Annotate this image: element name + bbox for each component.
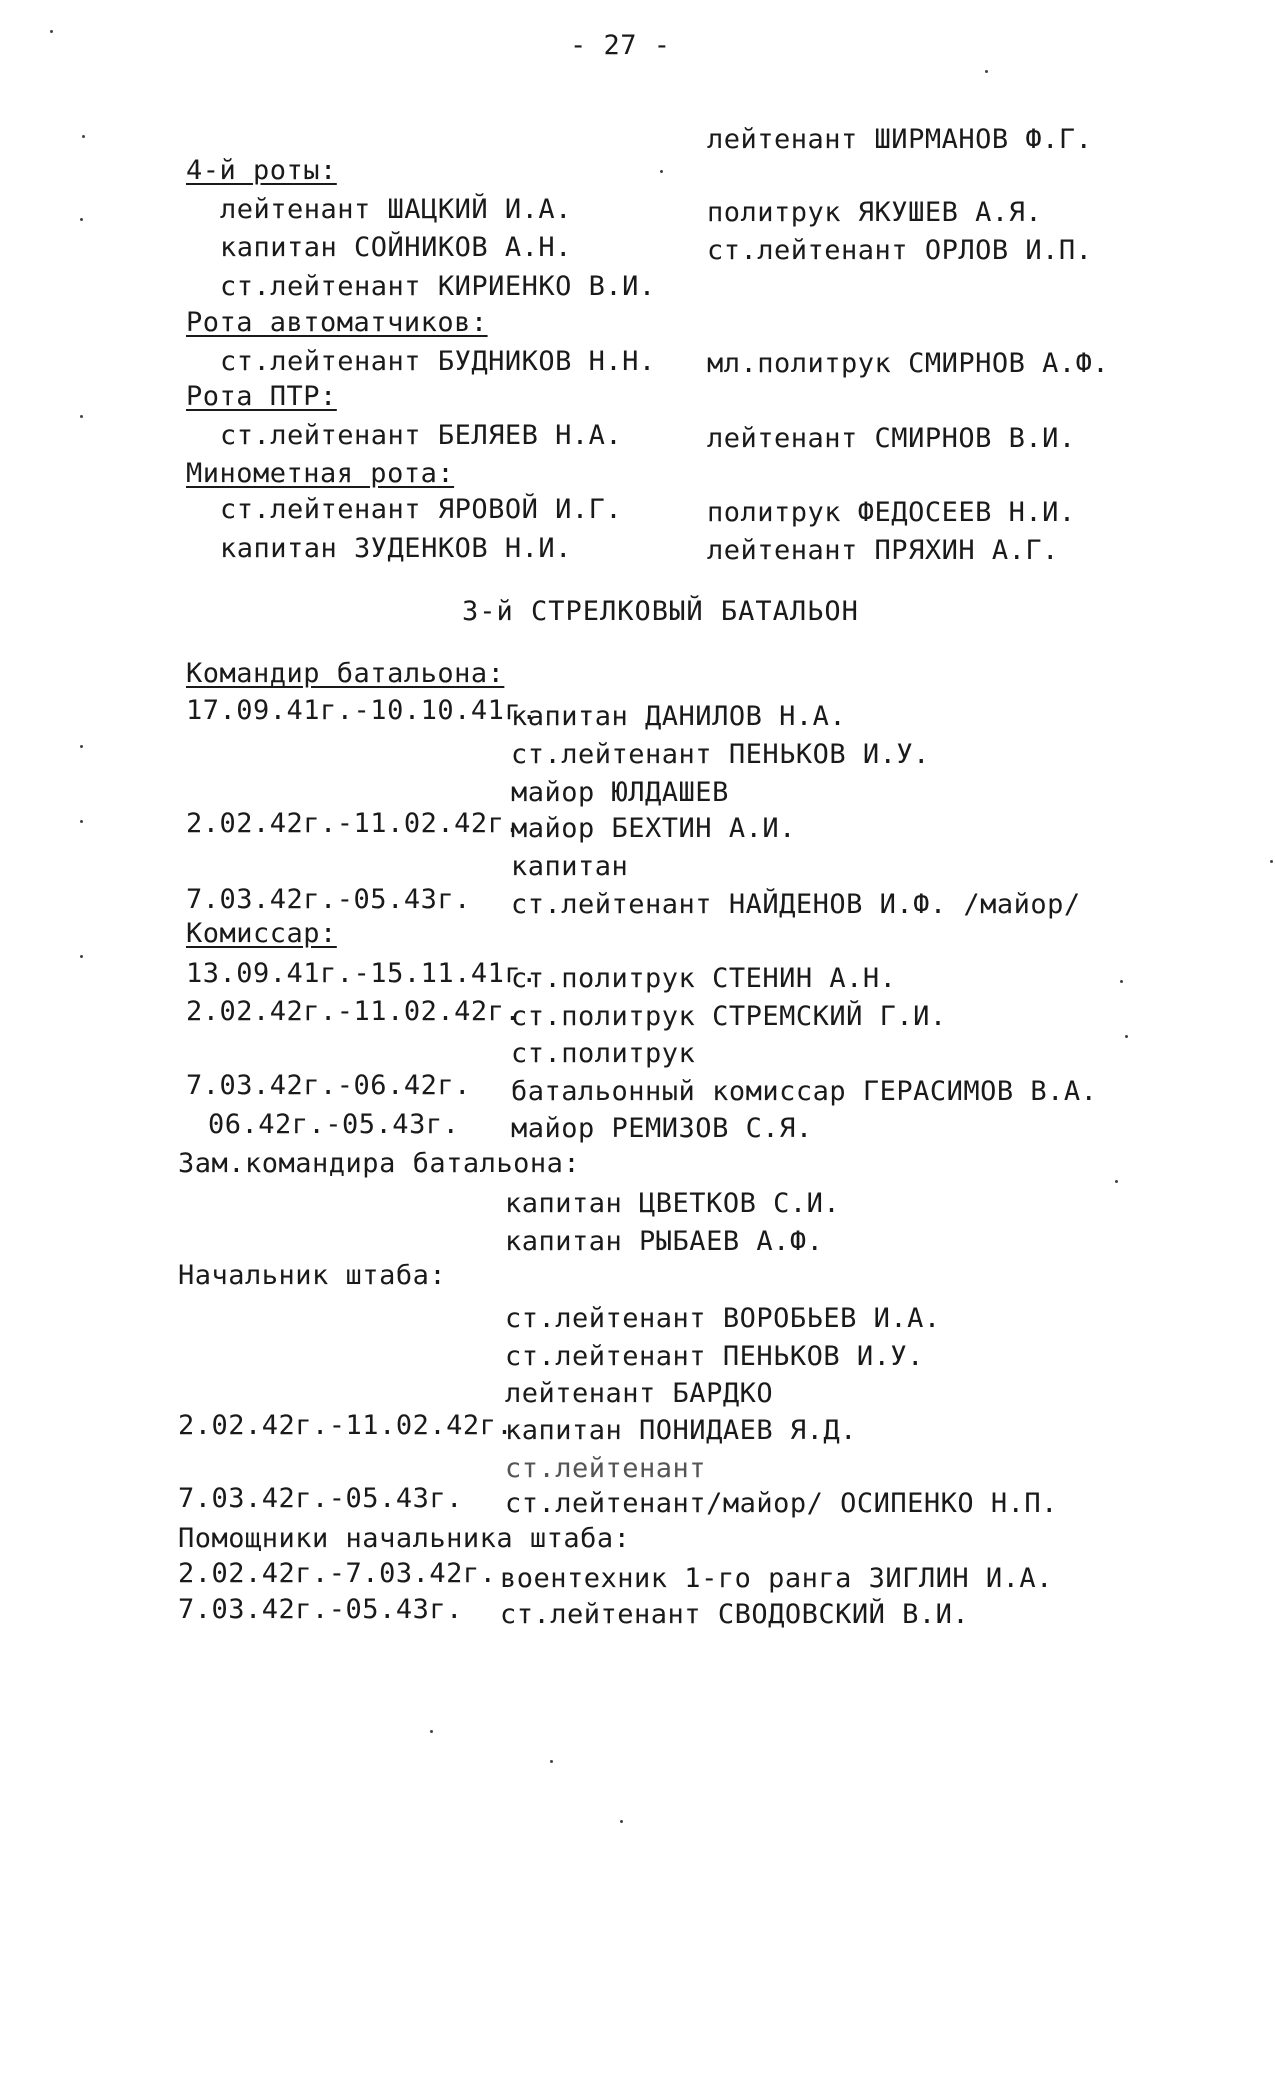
ptr-company-political-officer: лейтенант СМИРНОВ В.И. (707, 423, 1076, 454)
commander-name: ст.лейтенант НАЙДЕНОВ И.Ф. /майор/ (511, 889, 1081, 920)
scan-speck (82, 135, 85, 138)
commander-name: капитан (511, 851, 629, 882)
scan-speck (1120, 980, 1123, 983)
chief-of-staff-name: лейтенант БАРДКО (505, 1378, 774, 1409)
scan-speck (80, 820, 83, 823)
chief-of-staff-date: 2.02.42г.-11.02.42г. (178, 1410, 514, 1441)
scan-speck (1115, 1180, 1118, 1183)
assistant-name: ст.лейтенант СВОДОВСКИЙ В.И. (500, 1599, 970, 1630)
assistant-name: воентехник 1-го ранга ЗИГЛИН И.А. (500, 1563, 1053, 1594)
chief-of-staff-name: ст.лейтенант (505, 1453, 707, 1484)
scan-speck (985, 70, 988, 73)
company-4-header: 4-й роты: (186, 155, 337, 186)
scan-speck (1270, 860, 1273, 863)
company-4-political-officer: ст.лейтенант ОРЛОВ И.П. (707, 235, 1093, 266)
scan-speck (80, 218, 83, 221)
commander-header: Командир батальона: (186, 658, 505, 689)
commander-date: 7.03.42г.-05.43г. (186, 884, 471, 915)
chief-of-staff-date: 7.03.42г.-05.43г. (178, 1483, 463, 1514)
top-right-officer: лейтенант ШИРМАНОВ Ф.Г. (707, 124, 1093, 155)
commissar-name: майор РЕМИЗОВ С.Я. (511, 1113, 813, 1144)
scan-speck (50, 30, 53, 33)
automatic-company-header: Рота автоматчиков: (186, 307, 488, 338)
ptr-company-header: Рота ПТР: (186, 381, 337, 412)
scan-speck (550, 1760, 553, 1763)
deputy-header: Зам.командира батальона: (178, 1148, 581, 1179)
scan-speck (80, 415, 83, 418)
scan-speck (80, 745, 83, 748)
deputy-name: капитан ЦВЕТКОВ С.И. (505, 1188, 841, 1219)
commander-date: 2.02.42г.-11.02.42г. (186, 808, 522, 839)
assistant-date: 2.02.42г.-7.03.42г. (178, 1558, 497, 1589)
commissar-date: 13.09.41г.-15.11.41г. (186, 958, 538, 989)
commissar-name: ст.политрук (511, 1038, 696, 1069)
commander-name: майор БЕХТИН А.И. (511, 813, 796, 844)
commissar-header: Комиссар: (186, 918, 337, 949)
mortar-company-political-officer: лейтенант ПРЯХИН А.Г. (707, 535, 1059, 566)
ptr-company-officer: ст.лейтенант БЕЛЯЕВ Н.А. (220, 420, 623, 451)
scan-speck (1125, 1035, 1128, 1038)
commander-name: капитан ДАНИЛОВ Н.А. (511, 701, 847, 732)
commissar-date: 7.03.42г.-06.42г. (186, 1070, 471, 1101)
mortar-company-officer: ст.лейтенант ЯРОВОЙ И.Г. (220, 494, 623, 525)
chief-of-staff-name: ст.лейтенант/майор/ ОСИПЕНКО Н.П. (505, 1488, 1058, 1519)
mortar-company-political-officer: политрук ФЕДОСЕЕВ Н.И. (707, 497, 1076, 528)
automatic-company-officer: ст.лейтенант БУДНИКОВ Н.Н. (220, 346, 656, 377)
scan-speck (620, 1820, 623, 1823)
battalion-title: 3-й СТРЕЛКОВЫЙ БАТАЛЬОН (462, 596, 859, 627)
deputy-name: капитан РЫБАЕВ А.Ф. (505, 1226, 824, 1257)
commissar-name: ст.политрук СТЕНИН А.Н. (511, 963, 897, 994)
assistant-date: 7.03.42г.-05.43г. (178, 1594, 463, 1625)
scan-speck (80, 955, 83, 958)
chief-of-staff-header: Начальник штаба: (178, 1260, 447, 1291)
page-number: - 27 - (570, 30, 671, 61)
chief-of-staff-name: ст.лейтенант ВОРОБЬЕВ И.А. (505, 1303, 941, 1334)
mortar-company-header: Минометная рота: (186, 458, 455, 489)
commissar-date: 06.42г.-05.43г. (208, 1109, 460, 1140)
chief-of-staff-name: капитан ПОНИДАЕВ Я.Д. (505, 1415, 857, 1446)
scan-speck (430, 1730, 433, 1733)
automatic-company-political-officer: мл.политрук СМИРНОВ А.Ф. (707, 348, 1110, 379)
commander-date: 17.09.41г.-10.10.41г. (186, 695, 538, 726)
mortar-company-officer: капитан ЗУДЕНКОВ Н.И. (220, 533, 572, 564)
commander-name: майор ЮЛДАШЕВ (511, 777, 729, 808)
scan-speck (660, 170, 663, 173)
commissar-date: 2.02.42г.-11.02.42г. (186, 996, 522, 1027)
commissar-name: батальонный комиссар ГЕРАСИМОВ В.А. (511, 1076, 1098, 1107)
company-4-officer: капитан СОЙНИКОВ А.Н. (220, 232, 572, 263)
company-4-officer: лейтенант ШАЦКИЙ И.А. (220, 194, 572, 225)
commissar-name: ст.политрук СТРЕМСКИЙ Г.И. (511, 1001, 947, 1032)
chief-of-staff-name: ст.лейтенант ПЕНЬКОВ И.У. (505, 1341, 924, 1372)
company-4-political-officer: политрук ЯКУШЕВ А.Я. (707, 197, 1043, 228)
assistants-header: Помощники начальника штаба: (178, 1523, 631, 1554)
commander-name: ст.лейтенант ПЕНЬКОВ И.У. (511, 739, 930, 770)
company-4-officer: ст.лейтенант КИРИЕНКО В.И. (220, 271, 656, 302)
